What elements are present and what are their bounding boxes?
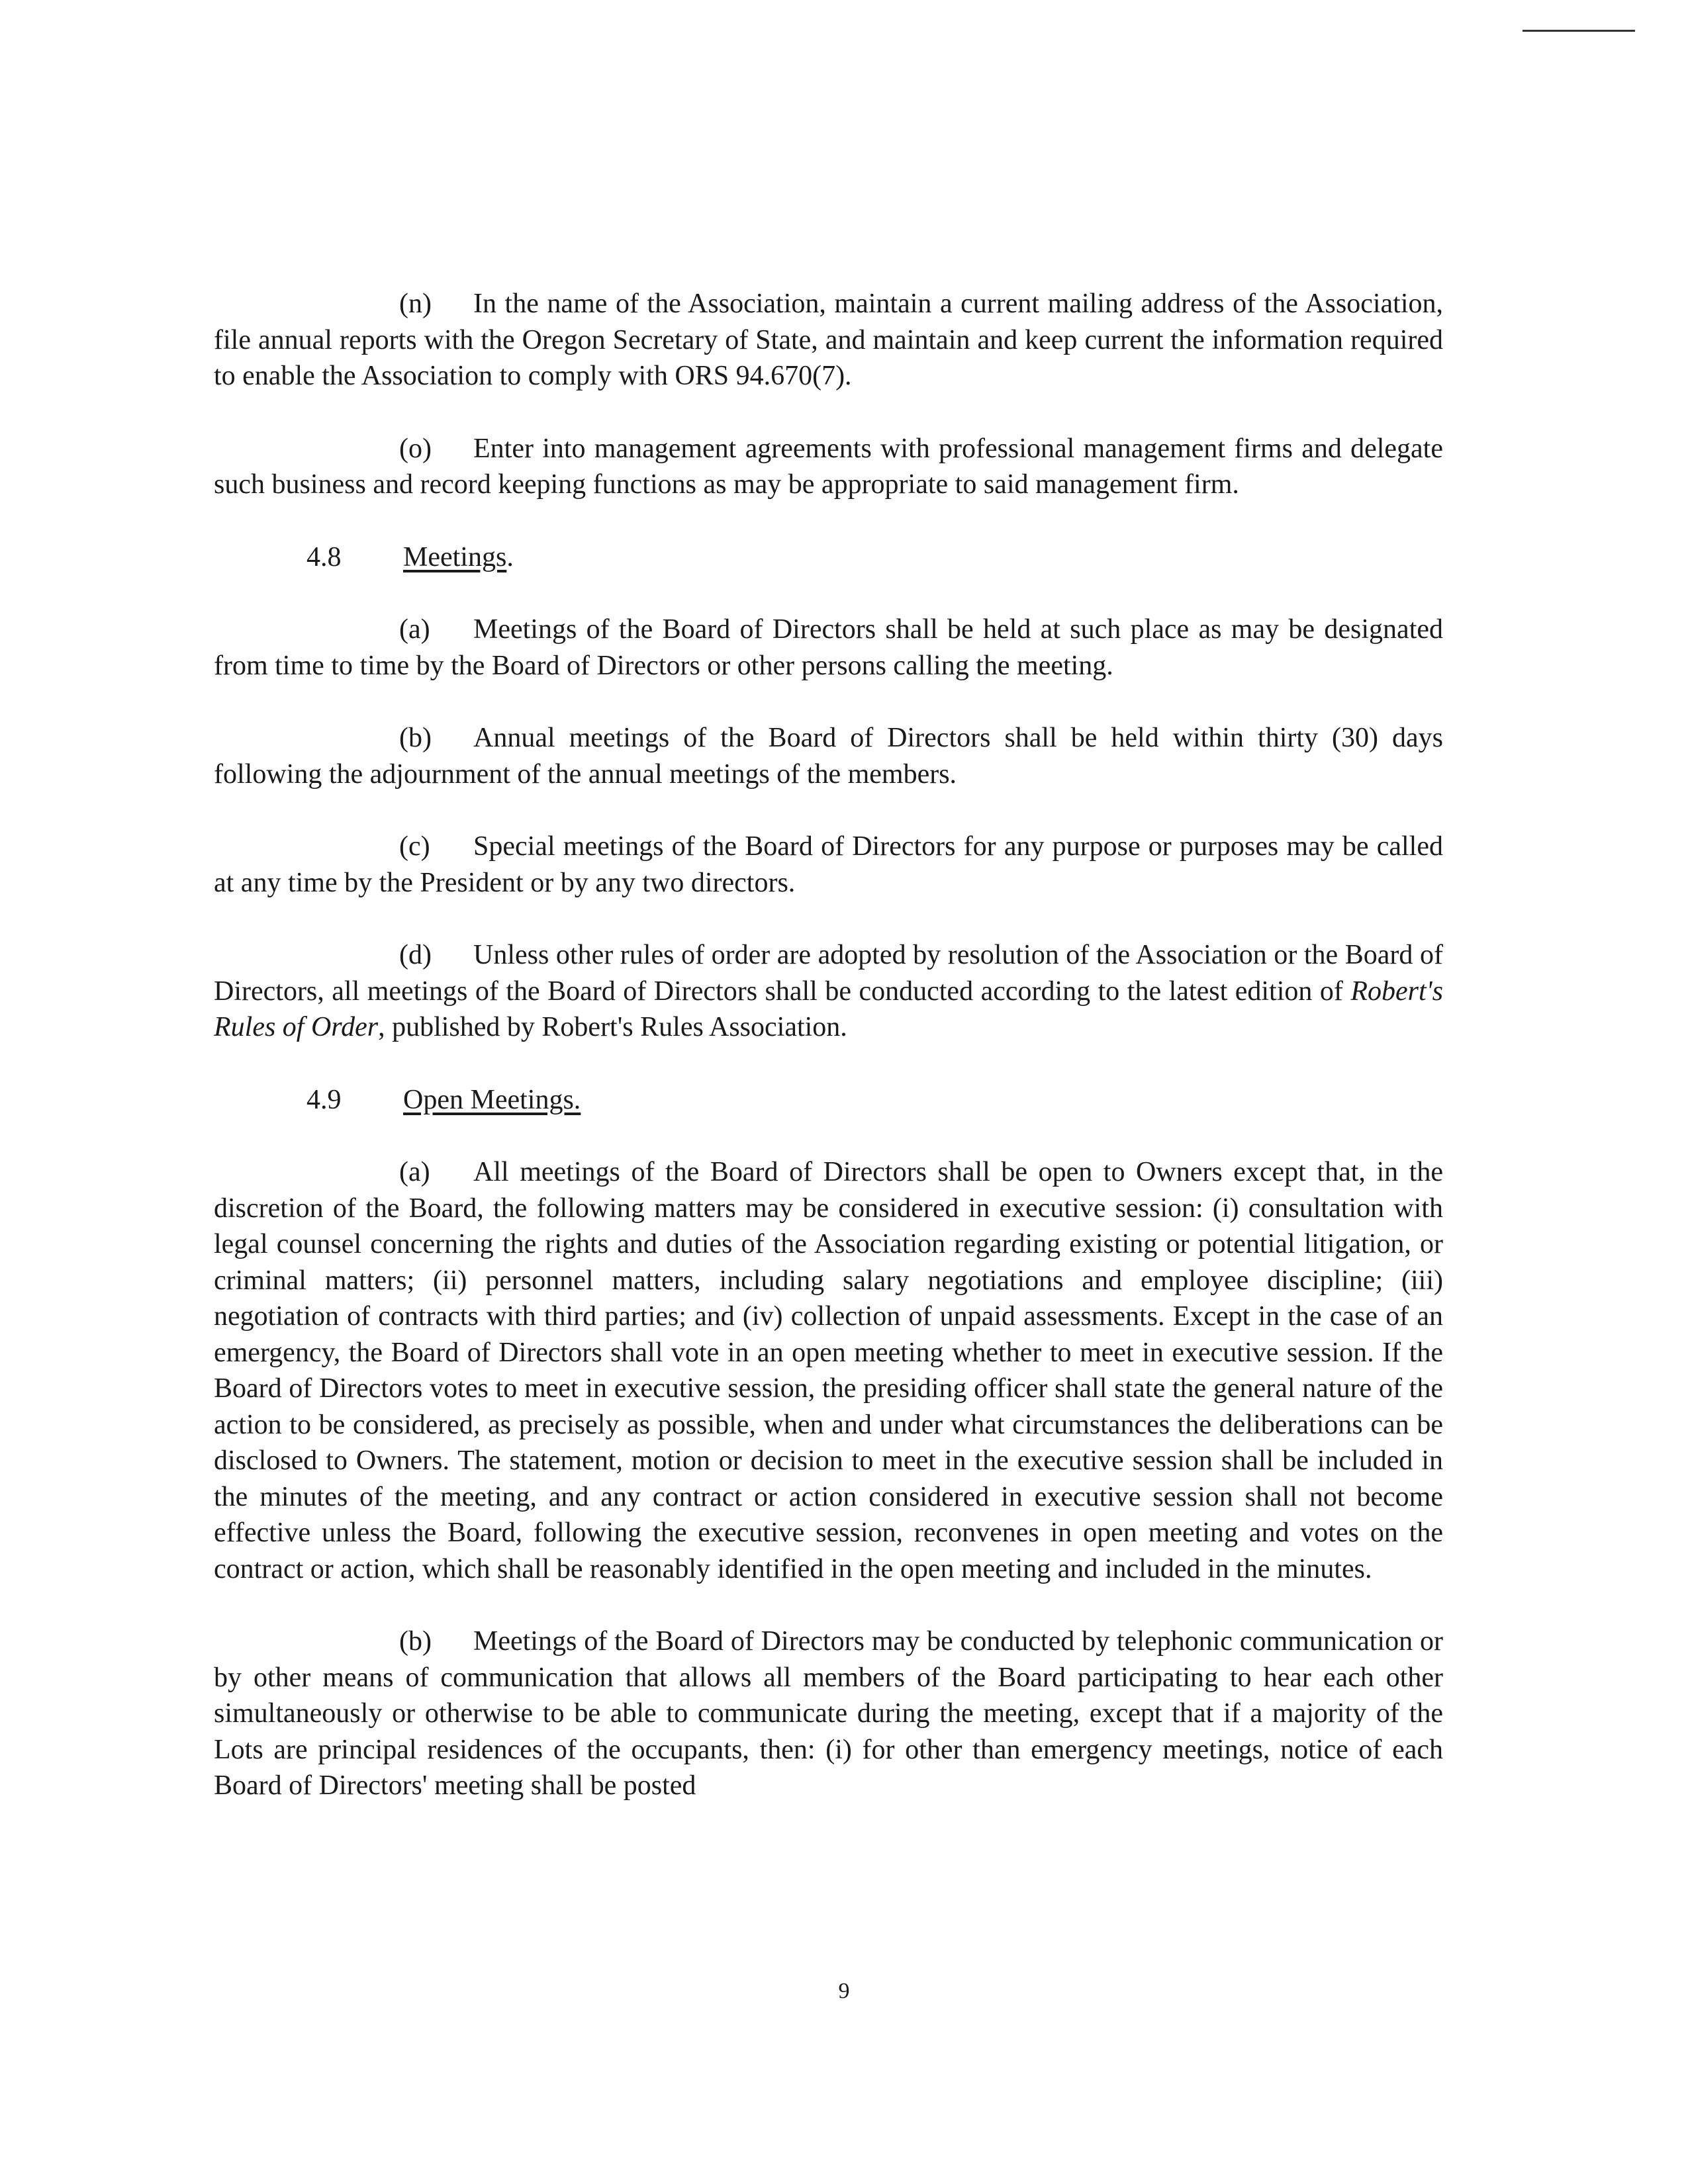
italic-citation: Robert's Rules of Order [214,976,1443,1042]
paragraph-text: Annual meetings of the Board of Directors shall be held within thirty (30) days following the adjournment of the annual meetings of the members. [214,723,1443,790]
section-title: Meetings [403,541,507,572]
paragraph-text: Special meetings of the Board of Directors for any purpose or purposes may be called at any time by the President or by any two directors. [214,831,1443,898]
paragraph-label: (b) [399,1626,432,1657]
paragraph-4-9-a [214,1154,1443,1587]
paragraph-text-after: , published by Robert's Rules Association. [378,1012,847,1042]
paragraph-label: (d) [399,940,432,970]
paragraph-4-8-b [214,720,1443,792]
paragraph-label: (c) [399,831,430,862]
paragraph-text: Unless other rules of order are adopted by resolution of the Association or the Board of Directors, all meetings of the Board of Directors shall be conducted according to the latest edition of [214,940,1443,1007]
paragraph-text: In the name of the Association, maintain a current mailing address of the Association, file annual reports with the Oregon Secretary of State, and maintain and keep current the information required to enable the Association to comply with ORS 94.670(7). [214,289,1443,391]
section-number: 4.9 [306,1084,342,1115]
section-title-suffix: . [506,541,514,572]
paragraph-label: (o) [399,433,432,464]
page-number: 9 [838,1979,850,2003]
paragraph-4-8-a [214,612,1443,684]
paragraph-text: Enter into management agreements with professional management firms and delegate such business and record keeping functions as may be appropriate to said management firm. [214,433,1443,500]
scan-artifact-line [1523,30,1635,32]
paragraph-n [214,286,1443,394]
paragraph-o [214,431,1443,503]
section-heading-4-8 [214,539,1443,576]
paragraph-text: All meetings of the Board of Directors shall be open to Owners except that, in the discretion of the Board, the following matters may be considered in executive session: (i) consultation with legal counsel concerning the rights and duties of the Association regarding existing or potential litigation, or criminal matters; (ii) personnel matters, including salary negotiations and employee discipline; (iii) negotiation of contracts with third parties; and (iv) collection of unpaid assessments. Except in the case of an emergency, the Board of Directors shall vote in an open meeting whether to meet in executive session. If the Board of Directors votes to meet in executive session, the presiding officer shall state the general nature of the action to be considered, as precisely as possible, when and under what circumstances the deliberations can be disclosed to Owners. The statement, motion or decision to meet in the executive session shall be included in the minutes of the meeting, and any contract or action considered in executive session shall not become effective unless the Board, following the executive session, reconvenes in open meeting and votes on the contract or action, which shall be reasonably identified in the open meeting and included in the minutes. [214,1157,1443,1584]
paragraph-label: (b) [399,723,432,753]
document-body [214,286,1443,1841]
paragraph-4-9-b [214,1623,1443,1804]
paragraph-4-8-d [214,937,1443,1046]
paragraph-label: (n) [399,289,432,319]
section-title: Open Meetings. [403,1084,581,1115]
paragraph-text: Meetings of the Board of Directors shall be held at such place as may be designated from time to time by the Board of Directors or other persons calling the meeting. [214,614,1443,681]
paragraph-4-8-c [214,829,1443,901]
paragraph-text: Meetings of the Board of Directors may be conducted by telephonic communication or by other means of communication that allows all members of the Board participating to hear each other simultaneously or otherwise to be able to communicate during the meeting, except that if a majority of the Lots are principal residences of the occupants, then: (i) for other than emergency meetings, notice of each Board of Directors' meeting shall be posted [214,1626,1443,1801]
section-heading-4-9 [214,1082,1443,1118]
paragraph-label: (a) [399,1157,430,1187]
section-number: 4.8 [306,541,342,572]
paragraph-label: (a) [399,614,430,645]
